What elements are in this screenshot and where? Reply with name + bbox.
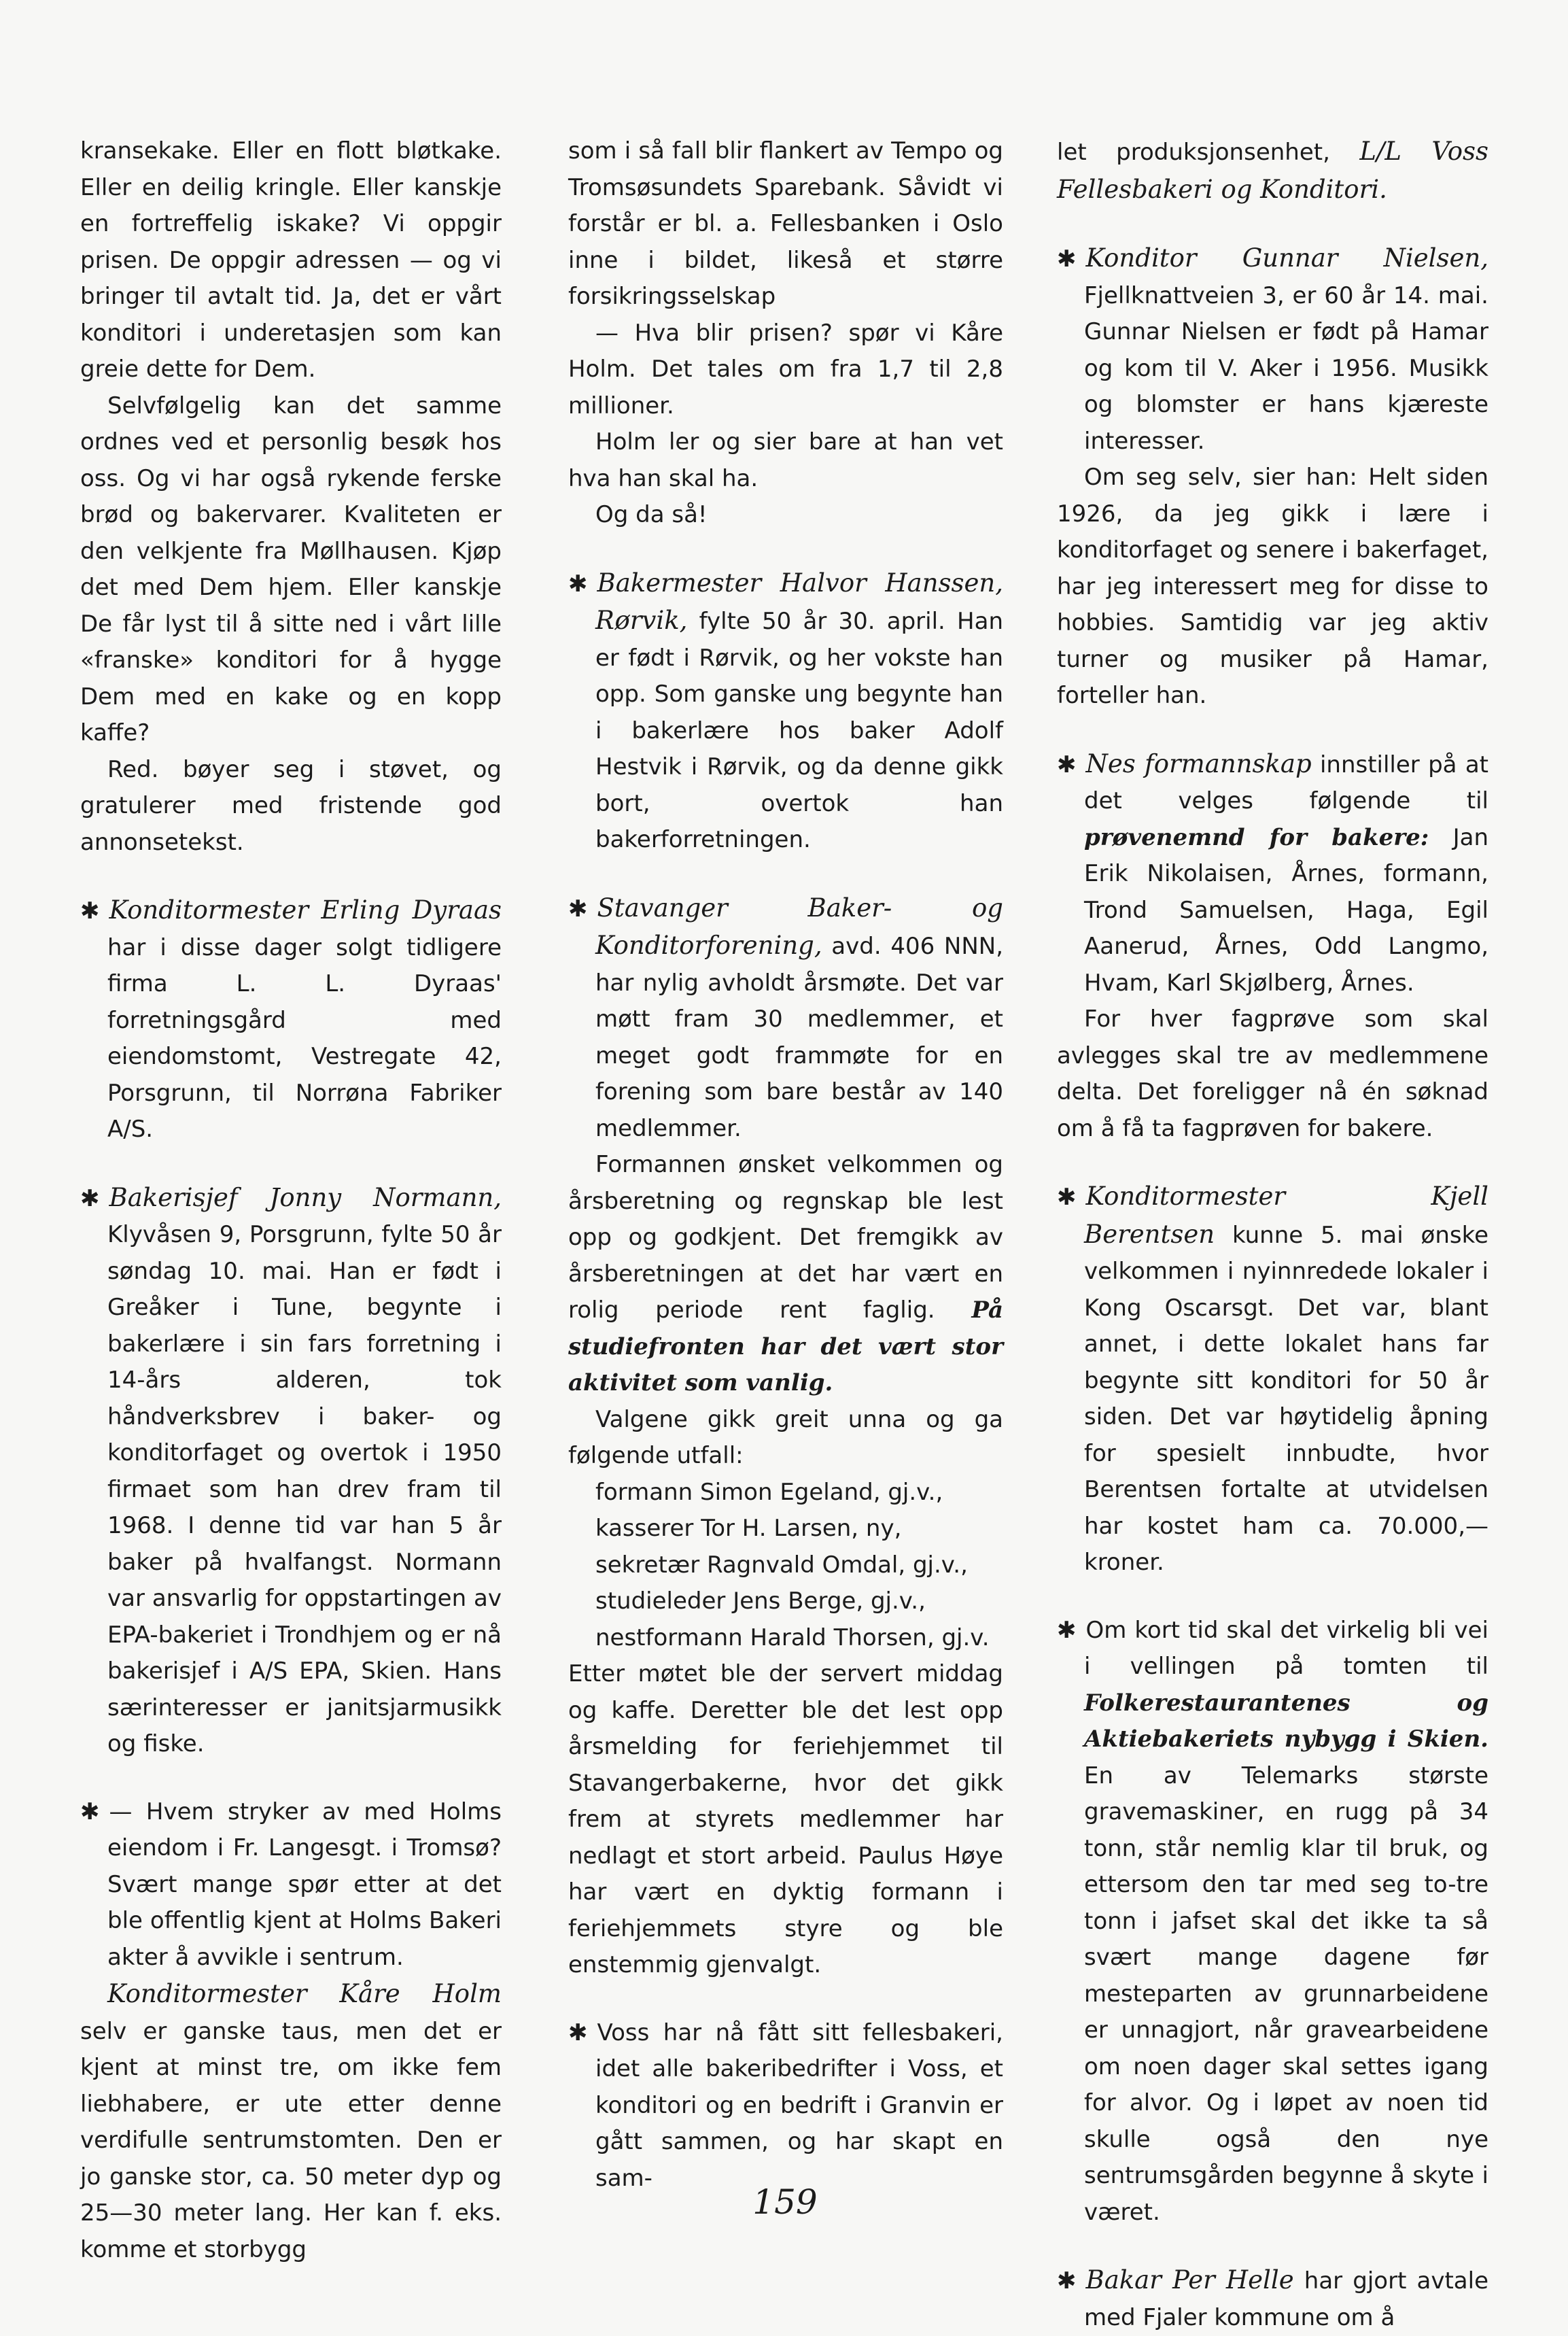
asterisk-icon: ✱ <box>1057 2267 1077 2295</box>
paragraph: Holm ler og sier bare at han vet hva han skal ha. <box>568 428 1003 492</box>
item-text: — Hvem stryker av med Holms eiendom i Fr. Langesgt. i Tromsø? Svært mange spør etter at det ble offentlig kjent at Holms Bakeri akter å avvikle i sentrum. <box>107 1798 502 1971</box>
paragraph: som i så fall blir flankert av Tempo og Tromsøsundets Sparebank. Såvidt vi forstår er bl. a. Fellesbanken i Oslo inne i bildet, likeså et større forsikringsselskap <box>568 137 1003 310</box>
paragraph: Selvfølgelig kan det samme ordnes ved et personlig besøk hos oss. Og vi har også rykende ferske brød og bakervarer. Kvaliteten er den velkjente fra Møllhausen. Kjøp det med Dem hjem. Eller kanskje De får lyst til å sitte ned i vårt lille «franske» konditori for å hygge Dem med en kake og en kopp kaffe? <box>80 392 502 746</box>
list-item: nestformann Harald Thorsen, gj.v. <box>595 1624 990 1651</box>
news-item-nes <box>1057 746 1488 1002</box>
news-item-skien <box>1057 1613 1488 2231</box>
news-item-voss <box>568 2015 1003 2197</box>
paragraph: — Hva blir prisen? spør vi Kåre Holm. Det tales om fra 1,7 til 2,8 millioner. <box>568 319 1003 419</box>
company-name: L/L Voss Fellesbakeri og Konditori. <box>1057 137 1488 204</box>
column-2 <box>568 133 1003 2197</box>
paragraph: Etter møtet ble der servert middag og kaffe. Deretter ble det lest opp årsmelding for feriehjemmet til Stavangerbakerne, hvor det gikk frem at styrets medlemmer har nedlagt et stort arbeid. Paulus Høye har vært en dyktig formann i feriehjemmets styre og ble enstemmig gjenvalgt. <box>568 1660 1003 1978</box>
item-text: Om kort tid skal det virkelig bli vei i vellingen på tomten til <box>1084 1616 1488 1680</box>
list-item: sekretær Ragnvald Omdal, gj.v., <box>595 1551 968 1579</box>
paragraph: Red. bøyer seg i støvet, og gratulerer med fristende god annonsetekst. <box>80 755 502 856</box>
paragraph: For hver fagprøve som skal avlegges skal tre av medlemmene delta. Det foreligger nå én søknad om å få ta fagprøven for bakere. <box>1057 1006 1488 1142</box>
asterisk-icon: ✱ <box>568 2019 588 2046</box>
asterisk-icon: ✱ <box>80 897 100 925</box>
item-text: Klyvåsen 9, Porsgrunn, fylte 50 år søndag 10. mai. Han er født i Greåker i Tune, begynte i bakerlære i sin fars forretning i 14-års alderen, tok håndverksbrev i baker- og konditorfaget og overtok i 1950 firmaet som han drev fram til 1968. I denne tid var han 5 år baker på hvalfangst. Normann var ansvarlig for oppstartingen av EPA-bakeriet i Trondhjem og er nå bakerisjef i A/S EPA, Skien. Hans særinteresser er janitsjarmusikk og fiske. <box>107 1221 502 1757</box>
asterisk-icon: ✱ <box>1057 751 1077 778</box>
paragraph: Valgene gikk greit unna og ga følgende utfall: <box>568 1405 1003 1469</box>
item-text: En av Telemarks største gravemaskiner, en rugg på 34 tonn, står nemlig klar til bruk, og ettersom den tar med seg to-tre tonn i jafset skal det ikke ta så svært mange dagene før mesteparten av grunnarbeidene er unnagjort, når gravearbeidene om noen dager skal settes igang for alvor. Og i løpet av noen tid skulle også den nye sentrumsgården begynne å skyte i været. <box>1084 1762 1488 2226</box>
page-number: 159 <box>752 2182 818 2222</box>
news-item-nielsen <box>1057 240 1488 460</box>
asterisk-icon: ✱ <box>1057 1616 1077 1644</box>
paragraph: Og da så! <box>595 501 708 528</box>
news-item-stavanger <box>568 890 1003 1148</box>
item-text: avd. 406 NNN, har nylig avholdt årsmøte. Det var møtt fram 30 medlemmer, et meget godt frammøte for en forening som bare består av 140 medlemmer. <box>595 933 1004 1142</box>
item-heading: Bakermester Halvor Hanssen, <box>597 568 1003 598</box>
list-item: kasserer Tor H. Larsen, ny, <box>595 1515 902 1542</box>
emphasis: Folkerestaurantenes og Aktiebakeriets nybygg i Skien. <box>1084 1689 1488 1753</box>
item-heading: Konditormester Kåre Holm <box>107 1979 502 2008</box>
news-item-normann <box>80 1180 502 1763</box>
paragraph <box>1057 133 1488 209</box>
asterisk-icon: ✱ <box>1057 1184 1077 1211</box>
election-list <box>568 1475 1003 1657</box>
item-heading: Konditormester Erling Dyraas <box>109 895 502 925</box>
paragraph <box>568 1147 1003 1402</box>
item-text: innstiller på at det velges følgende til <box>1084 751 1488 814</box>
item-text: har i disse dager solgt tidligere firma L. L. Dyraas' forretningsgård med eiendomstomt, Vestregate 42, Porsgrunn, til Norrøna Fabriker A/S. <box>107 933 502 1143</box>
item-text: Fjellknattveien 3, er 60 år 14. mai. Gunnar Nielsen er født på Hamar og kom til V. Aker i 1956. Musikk og blomster er hans kjæreste interesser. <box>1084 281 1488 455</box>
item-place: Rørvik, <box>595 606 688 635</box>
item-text: Formannen ønsket velkommen og årsberetning og regnskap ble lest opp og godkjent. Det fremgikk av årsberetningen at det har vært en rolig periode rent faglig. <box>568 1151 1003 1324</box>
item-heading: Bakerisjef Jonny Normann, <box>109 1182 502 1212</box>
item-text: fylte 50 år 30. april. Han er født i Rørvik, og her vokste han opp. Som ganske ung begynte han i bakerlære hos baker Adolf Hestvik i Rørvik, og da denne gikk bort, overtok han bakerforretningen. <box>595 608 1004 853</box>
column-3 <box>1057 133 1488 2336</box>
asterisk-icon: ✱ <box>568 570 588 598</box>
asterisk-icon: ✱ <box>80 1798 100 1825</box>
item-heading: Konditormester Kjell Berentsen <box>1084 1182 1488 1249</box>
asterisk-icon: ✱ <box>1057 245 1077 273</box>
news-item-helle <box>1057 2262 1488 2336</box>
item-text: let produksjonsenhet, <box>1057 139 1330 166</box>
asterisk-icon: ✱ <box>80 1184 100 1212</box>
item-heading: Nes formannskap <box>1085 749 1312 778</box>
news-item-hanssen <box>568 565 1003 859</box>
item-heading: Konditor Gunnar Nielsen, <box>1085 243 1488 273</box>
news-item-berentsen <box>1057 1178 1488 1581</box>
item-heading: Bakar Per Helle <box>1085 2265 1294 2295</box>
item-text: Jan Erik Nikolaisen, Årnes, formann, Trond Samuelsen, Haga, Egil Aanerud, Årnes, Odd Langmo, Hvam, Karl Skjølberg, Årnes. <box>1084 823 1488 997</box>
asterisk-icon: ✱ <box>568 895 588 923</box>
paragraph: Om seg selv, sier han: Helt siden 1926, da jeg gikk i lære i konditorfaget og senere i bakerfaget, har jeg interessert meg for disse to hobbies. Samtidig var jeg aktiv turner og musiker på Hamar, forteller han. <box>1057 464 1488 709</box>
news-item-dyraas <box>80 892 502 1148</box>
item-text: selv er ganske taus, men det er kjent at minst tre, om ikke fem liebhabere, er ute etter denne verdifulle sentrumstomten. Den er jo ganske stor, ca. 50 meter dyp og 25—30 meter lang. Her kan f. eks. komme et storbygg <box>80 2017 502 2263</box>
item-heading: Stavanger Baker- og Konditorforening, <box>595 893 1003 960</box>
list-item: formann Simon Egeland, gj.v., <box>595 1478 943 1506</box>
news-item-holms-eiendom <box>80 1794 502 1976</box>
list-item: studieleder Jens Berge, gj.v., <box>595 1587 926 1615</box>
emphasis: På studiefronten har det vært stor aktivitet som vanlig. <box>568 1296 1003 1396</box>
column-1 <box>80 133 502 2268</box>
item-text: kunne 5. mai ønske velkommen i nyinnredede lokaler i Kong Oscarsgt. Det var, blant annet, i dette lokalet hans far begynte sitt konditori for 50 år siden. Det var høytidelig åpning for spesielt innbudte, hvor Berentsen fortalte at utvidelsen har kostet ham ca. 70.000,— kroner. <box>1084 1221 1489 1576</box>
item-text: har gjort avtale med Fjaler kommune om å <box>1084 2267 1489 2331</box>
item-text: Voss har nå fått sitt fellesbakeri, idet alle bakeribedrifter i Voss, et konditori og en bedrift i Granvin er gått sammen, og har skapt en sam- <box>595 2019 1003 2192</box>
emphasis: prøvenemnd for bakere: <box>1084 823 1429 851</box>
paragraph: kransekake. Eller en flott bløtkake. Eller en deilig kringle. Eller kanskje en fortreffelig iskake? Vi oppgir prisen. De oppgir adressen — og vi bringer til avtalt tid. Ja, det er vårt konditori i underetasjen som kan greie dette for Dem. <box>80 137 502 383</box>
paragraph <box>80 1976 502 2268</box>
